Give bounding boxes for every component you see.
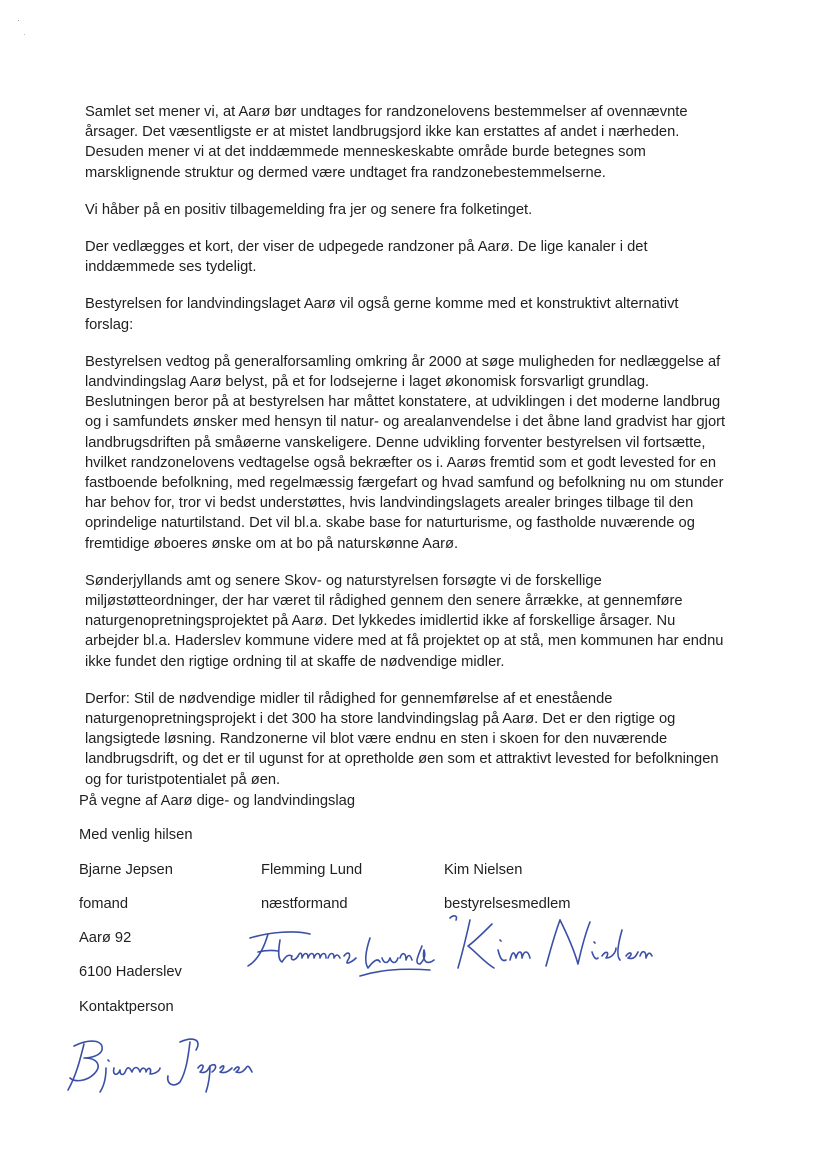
signatory-name: Kim Nielsen <box>444 862 523 878</box>
signatory-name: Bjarne Jepsen <box>79 862 173 878</box>
letter-body <box>85 102 765 807</box>
paragraph-conclusion: Samlet set mener vi, at Aarø bør undtages for randzonelovens bestemmelser af ovennævnte årsager. Det væsentligste er at mistet landbrugsjord ikke kan erstattes af andet i nærheden. Desuden mener vi at det inddæmmede menneskeskabte område burde betegnes som marsklignende struktur og dermed være undtaget fra randzonebestemmelserne. <box>85 104 688 181</box>
paragraph-board-decision: Bestyrelsen vedtog på generalforsamling omkring år 2000 at søge muligheden for nedlæggelse af landvindingslag Aarø belyst, på et for lodsejerne i laget økonomisk forsvarligt grundlag. Beslutningen beror på at bestyrelsen har måttet konstatere, at udviklingen i det moderne landbrug og i samfundets ønsker med hensyn til natur- og arealanvendelse i det åbne land gradvist har gjort landbrugsdriften på småøerne vanskeligere. Denne udvikling forventer bestyrelsen vil fortsætte, hvilket randzonelovens vedtagelse også bekræfter os i. Aarøs fremtid som et godt levested for en fastboende befolkning, med regelmæssig færgefart og hvad samfund og befolkning nu om stunder har behov for, tror vi bedst understøttes, hvis landvindingslagets arealer bringes tilbage til den oprindelige naturtilstand. Det vil bl.a. skabe base for naturturisme, og fastholde nuværende og fremtidige øboeres ønske om at bo på naturskønne Aarø. <box>85 353 726 552</box>
on-behalf-line: På vegne af Aarø dige- og landvindingslag <box>79 793 355 809</box>
scan-artifact <box>14 18 44 48</box>
flemming-lund-signature <box>240 920 440 985</box>
contact-street: Aarø 92 <box>79 930 132 946</box>
paragraph-map-attachment: Der vedlægges et kort, der viser de udpegede randzoner på Aarø. De lige kanaler i det inddæmmede ses tydeligt. <box>85 239 648 276</box>
paragraph-history: Sønderjyllands amt og senere Skov- og naturstyrelsen forsøgte vi de forskellige miljøstøtteordninger, der har været til rådighed gennem den senere årrække, at gennemføre naturgenopretningsprojektet på Aarø. Det lykkedes imidlertid ikke af forskellige årsager. Nu arbejder bl.a. Haderslev kommune videre med at få projektet op at stå, men kommunen har endnu ikke fundet den rigtige ordning til at skaffe de nødvendige midler. <box>85 572 724 670</box>
kim-nielsen-signature <box>440 910 655 980</box>
contact-city: 6100 Haderslev <box>79 964 182 980</box>
bjarne-jepsen-signature <box>62 1028 257 1098</box>
paragraph-alternative-intro: Bestyrelsen for landvindingslaget Aarø vil også gerne komme med et konstruktivt alternativt forslag: <box>85 296 679 333</box>
closing-line: Med venlig hilsen <box>79 827 193 843</box>
signatory-role: fomand <box>79 896 128 912</box>
contact-label: Kontaktperson <box>79 999 174 1015</box>
signatory-role: bestyrelsesmedlem <box>444 896 571 912</box>
paragraph-request: Derfor: Stil de nødvendige midler til rådighed for gennemførelse af et enestående naturgenopretningsprojekt i det 300 ha store landvindingslag på Aarø. Det er den rigtige og langsigtede løsning. Randzonerne vil blot være endnu en sten i skoen for den nuværende landbrugsdrift, og det er til ugunst for at opretholde øen som et attraktivt levested for befolkningen og for turistpotentialet på øen. <box>85 690 719 788</box>
paragraph-hope: Vi håber på en positiv tilbagemelding fra jer og senere fra folketinget. <box>85 201 533 218</box>
signatory-role: næstformand <box>261 896 348 912</box>
signatory-name: Flemming Lund <box>261 862 363 878</box>
